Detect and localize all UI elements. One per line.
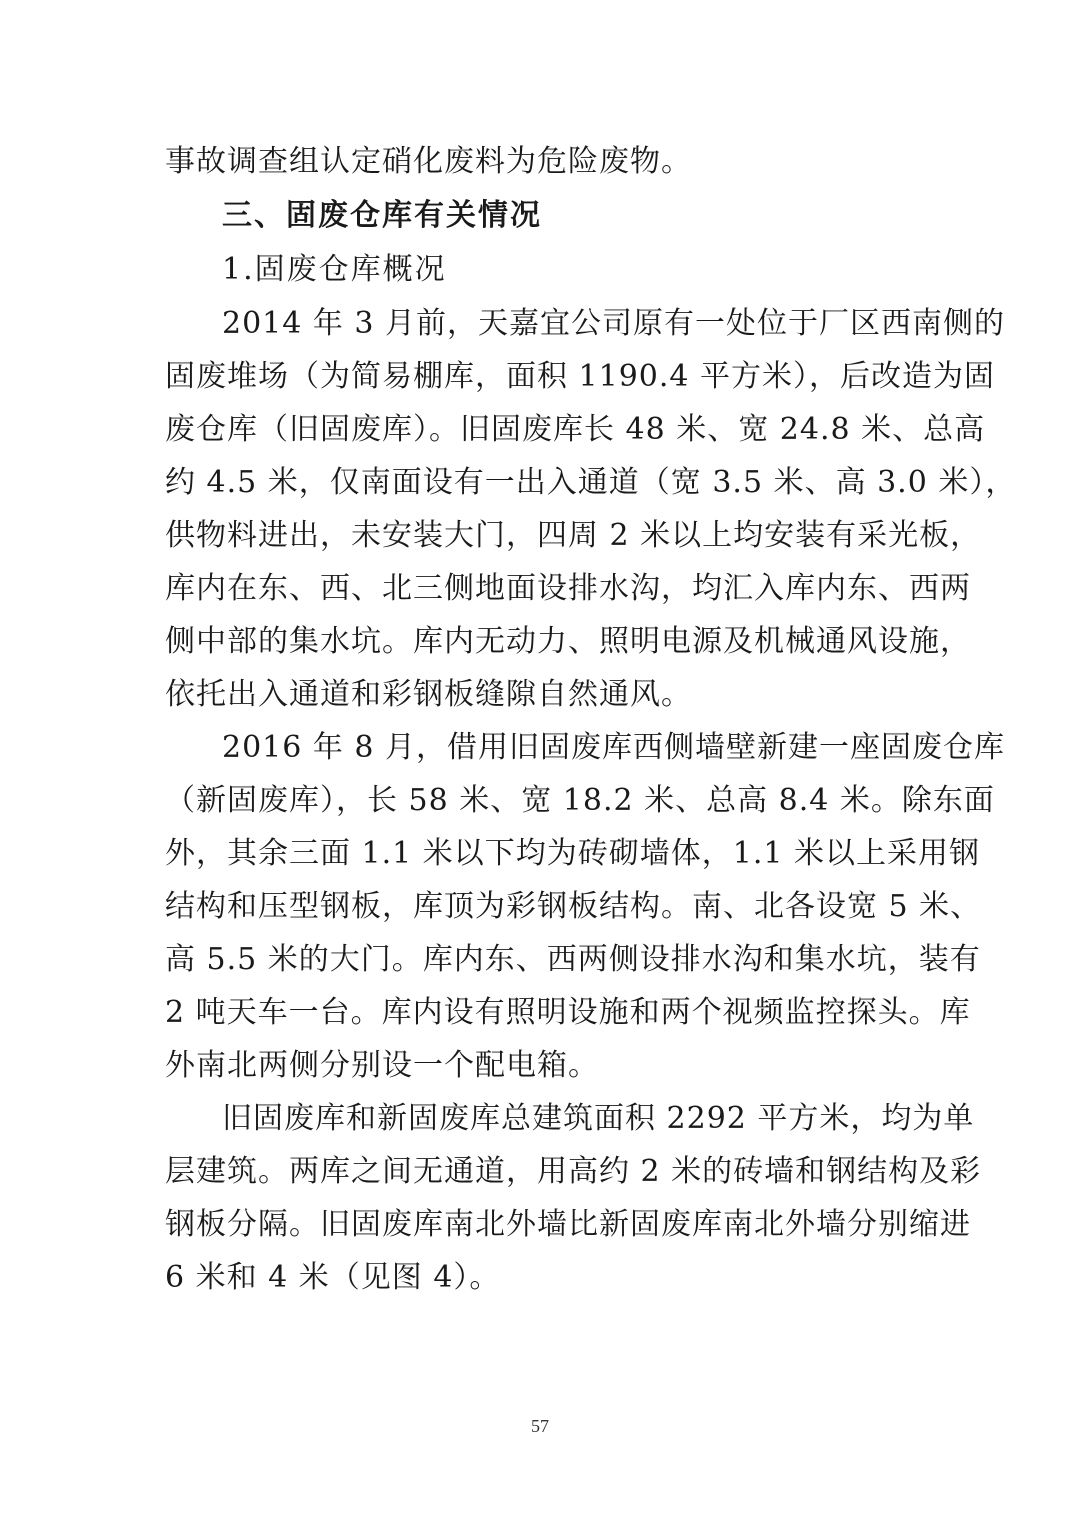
paragraph-line: 外，其余三面 1.1 米以下均为砖砌墙体，1.1 米以上采用钢 bbox=[165, 836, 981, 871]
paragraph-line: 事故调查组认定硝化废料为危险废物。 bbox=[165, 144, 692, 179]
paragraph-line: 结构和压型钢板，库顶为彩钢板结构。南、北各设宽 5 米、 bbox=[165, 889, 982, 924]
paragraph-line: 旧固废库和新固废库总建筑面积 2292 平方米，均为单 bbox=[222, 1101, 975, 1136]
section-heading: 三、固废仓库有关情况 bbox=[222, 198, 542, 233]
paragraph-line: 供物料进出，未安装大门，四周 2 米以上均安装有采光板， bbox=[165, 518, 982, 553]
paragraph-line: 库内在东、西、北三侧地面设排水沟，均汇入库内东、西两 bbox=[165, 571, 971, 606]
paragraph-line: 2014 年 3 月前，天嘉宜公司原有一处位于厂区西南侧的 bbox=[222, 306, 1006, 341]
subsection-heading: 1.固废仓库概况 bbox=[222, 252, 447, 287]
paragraph-line: 外南北两侧分别设一个配电箱。 bbox=[165, 1048, 599, 1083]
paragraph-line: 6 米和 4 米（见图 4）。 bbox=[165, 1260, 501, 1295]
paragraph-line: 2016 年 8 月，借用旧固废库西侧墙壁新建一座固废仓库 bbox=[222, 730, 1006, 765]
paragraph-line: 侧中部的集水坑。库内无动力、照明电源及机械通风设施， bbox=[165, 624, 971, 659]
paragraph-line: 依托出入通道和彩钢板缝隙自然通风。 bbox=[165, 677, 692, 712]
paragraph-line: 固废堆场（为简易棚库，面积 1190.4 平方米），后改造为固 bbox=[165, 359, 996, 394]
paragraph-line: （新固废库），长 58 米、宽 18.2 米、总高 8.4 米。除东面 bbox=[165, 783, 995, 818]
page-number: 57 bbox=[531, 1416, 549, 1436]
paragraph-line: 层建筑。两库之间无通道，用高约 2 米的砖墙和钢结构及彩 bbox=[165, 1154, 982, 1189]
paragraph-line: 钢板分隔。旧固废库南北外墙比新固废库南北外墙分别缩进 bbox=[165, 1207, 971, 1242]
paragraph-line: 高 5.5 米的大门。库内东、西两侧设排水沟和集水坑，装有 bbox=[165, 942, 981, 977]
paragraph-line: 约 4.5 米，仅南面设有一出入通道（宽 3.5 米、高 3.0 米）， bbox=[165, 465, 1017, 500]
paragraph-line: 废仓库（旧固废库）。旧固废库长 48 米、宽 24.8 米、总高 bbox=[165, 412, 986, 447]
paragraph-line: 2 吨天车一台。库内设有照明设施和两个视频监控探头。库 bbox=[165, 995, 971, 1030]
